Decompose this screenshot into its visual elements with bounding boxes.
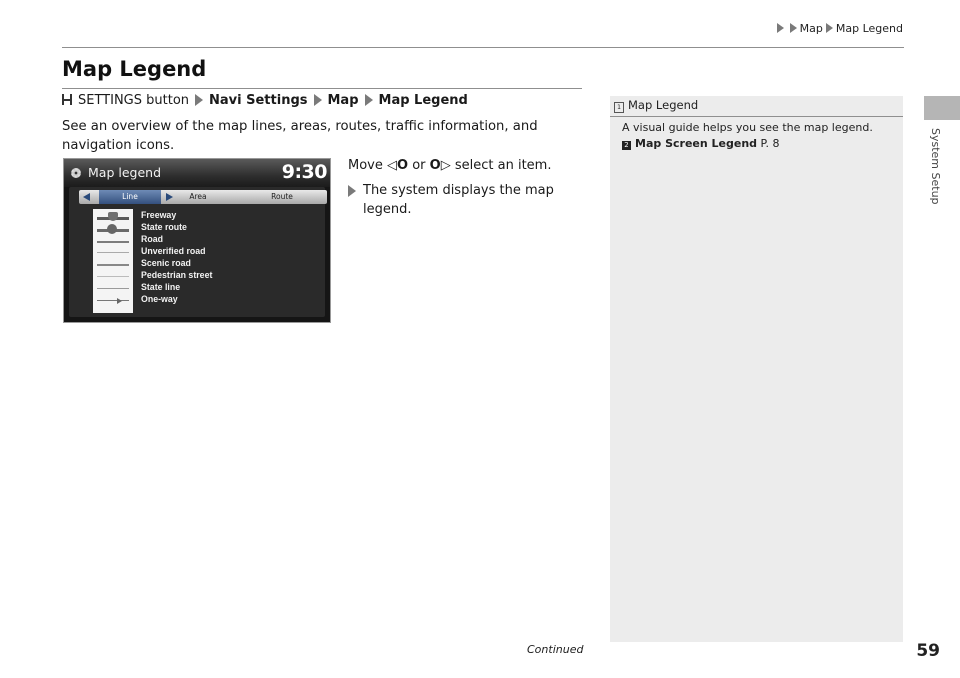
screen-title-bar: [64, 159, 330, 187]
breadcrumb-item-map: Map: [799, 22, 823, 35]
nav-step-map: Map: [327, 93, 359, 108]
side-note-divider: [610, 116, 903, 117]
arrow-left-icon[interactable]: [83, 193, 90, 201]
legend-item[interactable]: Scenic road: [141, 258, 191, 268]
gear-icon: [71, 168, 81, 178]
navigation-path: [62, 93, 468, 108]
nav-step-map-legend: Map Legend: [378, 93, 468, 108]
section-label: System Setup: [929, 128, 942, 205]
page-title: Map Legend: [62, 57, 207, 81]
nav-start: SETTINGS button: [78, 93, 190, 108]
path-arrow-icon: [195, 94, 203, 106]
breadcrumb-item-map-legend: Map Legend: [835, 22, 903, 35]
side-note-text: A visual guide helps you see the map legend.: [622, 121, 873, 134]
screen-title: Map legend: [88, 165, 161, 180]
arrow-right-icon[interactable]: [166, 193, 173, 201]
legend-item[interactable]: Road: [141, 234, 163, 244]
legend-symbols: [93, 209, 133, 313]
breadcrumb: [774, 22, 903, 35]
side-note-panel: [610, 96, 903, 642]
tab-line[interactable]: Line: [122, 192, 138, 201]
side-note-header: [614, 98, 698, 113]
one-way-line-symbol: [97, 300, 129, 301]
header-divider: [62, 47, 904, 48]
legend-item[interactable]: Unverified road: [141, 246, 206, 256]
instruction-text: [348, 158, 551, 173]
title-divider: [62, 88, 582, 89]
nav-step-navi-settings: Navi Settings: [209, 93, 308, 108]
road-line-symbol: [97, 241, 129, 243]
home-button-icon: [62, 94, 72, 105]
result-arrow-icon: [348, 185, 356, 197]
path-arrow-icon: [314, 94, 322, 106]
tab-bar: [79, 190, 327, 204]
screen-body: [69, 187, 325, 317]
one-way-arrow-icon: [117, 298, 122, 304]
legend-item[interactable]: Pedestrian street: [141, 270, 213, 280]
section-tab-marker: [924, 96, 960, 120]
side-note-title: Map Legend: [628, 98, 699, 112]
description: See an overview of the map lines, areas, routes, traffic information, and navigation icons.: [62, 119, 538, 153]
unverified-road-line-symbol: [97, 252, 129, 253]
legend-item[interactable]: One-way: [141, 294, 178, 304]
result-text: [348, 181, 563, 219]
state-line-symbol: [97, 288, 129, 289]
instruction-prefix: Move: [348, 158, 383, 173]
tab-area[interactable]: Area: [189, 192, 207, 201]
map-legend-screenshot: [63, 158, 331, 323]
result-label: The system displays the map legend.: [363, 183, 554, 217]
breadcrumb-arrow-icon: [790, 23, 797, 33]
clock: 9:30: [281, 161, 327, 183]
legend-item[interactable]: Freeway: [141, 210, 177, 220]
instruction-suffix: select an item.: [454, 158, 552, 173]
legend-list: [141, 209, 212, 305]
page-number: 59: [916, 641, 940, 661]
cross-reference-page: P. 8: [760, 137, 780, 150]
state-route-shield-icon: [107, 224, 117, 234]
breadcrumb-arrow-icon: [826, 23, 833, 33]
pedestrian-street-line-symbol: [97, 276, 129, 277]
tab-route[interactable]: Route: [271, 192, 293, 201]
cross-reference-icon: 2: [622, 141, 631, 150]
cross-reference-label: Map Screen Legend: [635, 137, 758, 150]
knob-left-icon: ◁O: [387, 158, 409, 173]
path-arrow-icon: [365, 94, 373, 106]
instruction-connector: or: [412, 158, 426, 173]
breadcrumb-arrow-icon: [777, 23, 784, 33]
legend-item[interactable]: State line: [141, 282, 181, 292]
note-number-icon: 1: [614, 102, 624, 113]
continued-label: Continued: [527, 643, 584, 656]
scenic-road-line-symbol: [97, 264, 129, 266]
legend-item[interactable]: State route: [141, 222, 187, 232]
knob-right-icon: O▷: [429, 158, 451, 173]
cross-reference-link[interactable]: [622, 137, 779, 150]
